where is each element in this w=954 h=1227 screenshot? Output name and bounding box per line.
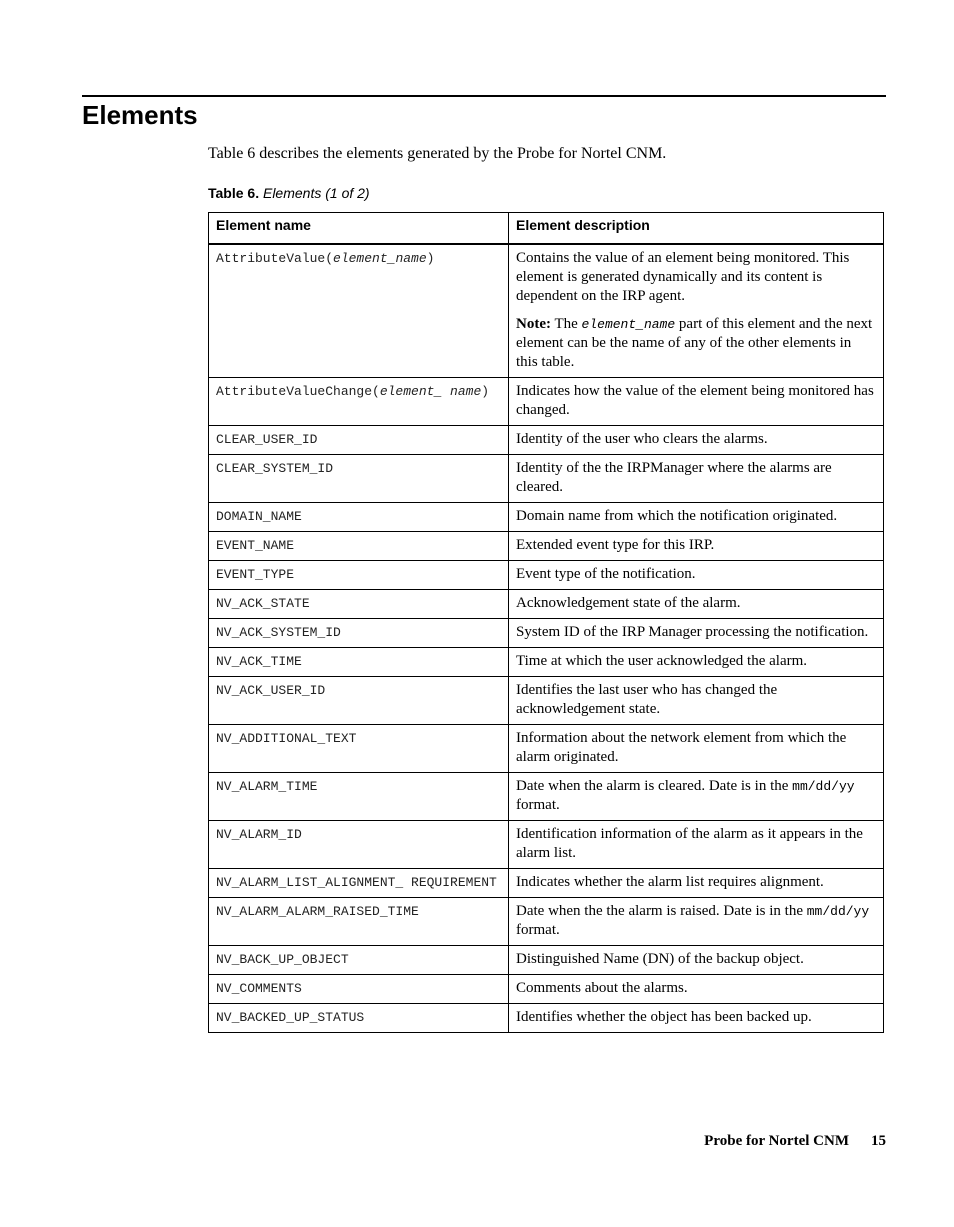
table-row <box>209 244 884 378</box>
table-row <box>209 725 884 773</box>
table-row <box>209 1004 884 1033</box>
element-description-cell: System ID of the IRP Manager processing the notification. <box>509 619 884 648</box>
table-row <box>209 455 884 503</box>
element-description-cell: Acknowledgement state of the alarm. <box>509 590 884 619</box>
element-name-cell: NV_ACK_STATE <box>209 590 509 619</box>
table-row <box>209 378 884 426</box>
element-description-cell: Extended event type for this IRP. <box>509 532 884 561</box>
column-header-element-description: Element description <box>509 213 884 245</box>
element-description-cell: Indicates how the value of the element being monitored has changed. <box>509 378 884 426</box>
element-description-cell: Identity of the the IRPManager where the alarms are cleared. <box>509 455 884 503</box>
table-row <box>209 946 884 975</box>
table-row <box>209 561 884 590</box>
table-row <box>209 975 884 1004</box>
table-row <box>209 898 884 946</box>
table-row <box>209 426 884 455</box>
table-row <box>209 648 884 677</box>
element-name-cell: NV_BACK_UP_OBJECT <box>209 946 509 975</box>
element-description-cell: Date when the the alarm is raised. Date is in the mm/dd/yy format. <box>509 898 884 946</box>
element-description-cell: Distinguished Name (DN) of the backup object. <box>509 946 884 975</box>
element-name-cell: CLEAR_USER_ID <box>209 426 509 455</box>
table-row <box>209 590 884 619</box>
element-description-cell: Time at which the user acknowledged the alarm. <box>509 648 884 677</box>
page-number: 15 <box>871 1133 886 1149</box>
elements-table <box>208 212 884 1033</box>
element-name-cell: AttributeValueChange(element_ name) <box>209 378 509 426</box>
element-name-cell: NV_ACK_USER_ID <box>209 677 509 725</box>
footer-title: Probe for Nortel CNM <box>704 1133 849 1149</box>
element-name-cell: AttributeValue(element_name) <box>209 244 509 378</box>
table-row <box>209 532 884 561</box>
table-caption-text: Elements (1 of 2) <box>262 185 370 201</box>
element-name-cell: EVENT_TYPE <box>209 561 509 590</box>
element-name-cell: EVENT_NAME <box>209 532 509 561</box>
element-name-cell: NV_ACK_TIME <box>209 648 509 677</box>
element-description-cell: Comments about the alarms. <box>509 975 884 1004</box>
table-row <box>209 821 884 869</box>
table-row <box>209 869 884 898</box>
column-header-element-name: Element name <box>209 213 509 245</box>
table-row <box>209 773 884 821</box>
element-description-cell: Identifies whether the object has been backed up. <box>509 1004 884 1033</box>
element-description-cell: Information about the network element from which the alarm originated. <box>509 725 884 773</box>
element-name-cell: NV_ALARM_ID <box>209 821 509 869</box>
element-name-cell: NV_ACK_SYSTEM_ID <box>209 619 509 648</box>
element-name-cell: NV_ALARM_ALARM_RAISED_TIME <box>209 898 509 946</box>
element-description-cell: Indicates whether the alarm list requires alignment. <box>509 869 884 898</box>
table-caption <box>208 185 370 201</box>
table-row <box>209 619 884 648</box>
element-name-cell: NV_ADDITIONAL_TEXT <box>209 725 509 773</box>
element-name-cell: CLEAR_SYSTEM_ID <box>209 455 509 503</box>
table-row <box>209 503 884 532</box>
page-footer <box>704 1133 886 1150</box>
intro-paragraph: Table 6 describes the elements generated by the Probe for Nortel CNM. <box>208 145 667 162</box>
element-name-cell: NV_COMMENTS <box>209 975 509 1004</box>
table-caption-label: Table 6. <box>208 185 260 201</box>
element-description-cell: Identity of the user who clears the alarms. <box>509 426 884 455</box>
table-header-row <box>209 213 884 245</box>
element-description-cell: Event type of the notification. <box>509 561 884 590</box>
section-heading: Elements <box>82 100 198 130</box>
element-description-cell: Date when the alarm is cleared. Date is in the mm/dd/yy format. <box>509 773 884 821</box>
heading-rule <box>82 95 886 97</box>
element-description-cell: Identifies the last user who has changed the acknowledgement state. <box>509 677 884 725</box>
element-description-cell: Contains the value of an element being monitored. This element is generated dynamically and its content is dependent on the IRP agent. Note: The element_name part of this element and the next element can be the name of any of the other elements in this table. <box>509 244 884 378</box>
element-description-cell: Domain name from which the notification originated. <box>509 503 884 532</box>
note: Note: The element_name part of this element and the next element can be the name of any of the other elements in this table. <box>516 316 873 370</box>
table-row <box>209 677 884 725</box>
element-name-cell: NV_BACKED_UP_STATUS <box>209 1004 509 1033</box>
element-name-cell: NV_ALARM_TIME <box>209 773 509 821</box>
element-description-cell: Identification information of the alarm as it appears in the alarm list. <box>509 821 884 869</box>
element-name-cell: NV_ALARM_LIST_ALIGNMENT_ REQUIREMENT <box>209 869 509 898</box>
element-name-cell: DOMAIN_NAME <box>209 503 509 532</box>
